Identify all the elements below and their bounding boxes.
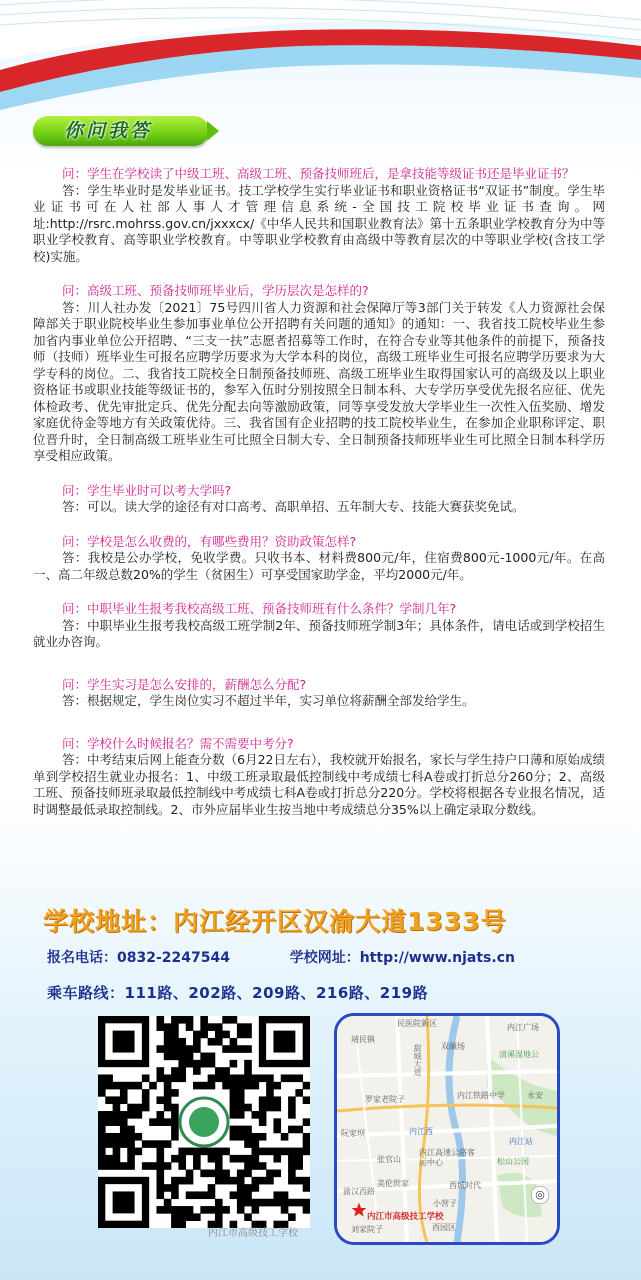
faq-section-badge xyxy=(33,116,209,146)
phone-label: 报名电话： xyxy=(47,950,117,966)
website-label: 学校网址： xyxy=(289,950,360,966)
faq-question: 问：中职毕业生报考我校高级工班、预备技师班有什么条件？学制几年? xyxy=(62,601,457,616)
map-label: 刘家院子 xyxy=(351,1225,383,1234)
map-label: 渝汉西路 xyxy=(343,1187,375,1196)
contact-row xyxy=(47,947,617,967)
qr-watermark: 内江市高级技工学校 xyxy=(208,1228,298,1239)
star-marker-icon xyxy=(351,1202,367,1218)
faq-answer: 答：可以。读大学的途径有对口高考、高职单招、五年制大专、技能大赛获奖免试。 xyxy=(62,499,525,514)
map-label: 清溪湿地公 xyxy=(499,1050,539,1059)
faq-question: 问：学生毕业时可以考大学吗? xyxy=(62,482,232,498)
faq-item xyxy=(33,483,605,516)
faq-answer: 答：我校是公办学校，免收学费。只收书本、材料费800元/年，住宿费800元-1000元/年。在高一、高二年级总数20%的学生（贫困生）可享受国家助学金，平均2000元/年。 xyxy=(33,550,605,582)
bus-label: 乘车路线： xyxy=(47,984,125,1002)
faq-question: 问：学校是怎么收费的，有哪些费用？资助政策怎样? xyxy=(62,533,357,549)
faq-item xyxy=(33,736,605,819)
faq-item xyxy=(33,534,605,584)
map-label: 小营子 xyxy=(433,1199,457,1208)
bus-route-row xyxy=(47,982,428,1003)
faq-answer: 答：根据规定，学生岗位实习不超过半年，实习单位将薪酬全部发给学生。 xyxy=(62,693,475,708)
map-label: 内江高速公路客运中心 xyxy=(419,1148,475,1167)
map-label: 内江站 xyxy=(509,1137,533,1146)
bus-routes: 111路、202路、209路、216路、219路 xyxy=(124,984,429,1002)
faq-item xyxy=(33,283,605,465)
map-label: 美伦世家 xyxy=(377,1179,409,1188)
map-label: 罗家老院子 xyxy=(365,1095,405,1104)
faq-list xyxy=(33,166,605,830)
school-address: 学校地址：内江经开区汉渝大道1333号 xyxy=(43,907,507,936)
map-label: 西园区 xyxy=(432,1223,456,1232)
faq-item xyxy=(33,677,605,710)
map-label: 内江铁路中学 xyxy=(457,1091,505,1100)
school-map-marker-label: 内江市高级技工学校 xyxy=(367,1212,444,1222)
map-label: 双頔场 xyxy=(441,1042,465,1051)
map-label: 民医院新区 xyxy=(397,1019,437,1028)
faq-item xyxy=(33,166,605,265)
locate-icon[interactable]: ◎ xyxy=(531,1186,549,1204)
map-label: 松山公园 xyxy=(497,1157,529,1166)
faq-answer: 答：学生毕业时是发毕业证书。技工学校学生实行毕业证书和职业资格证书“双证书”制度。学生毕业证书可在人社部人事人才管理信息系统-全国技工院校毕业证书查询。网址:http://rsrc.mohrss.gov.cn/jxxxcx/《中华人民共和国职业教育法》第十五条职业学校教育分为中等职业学校教育、高等职业学校教育。中等职业学校教育由高级中等教育层次的中等职业学校(含技工学校)实施。 xyxy=(33,182,605,264)
faq-answer: 答：中职毕业生报考我校高级工班学制2年、预备技师班学制3年；具体条件，请电话或到学校招生就业办咨询。 xyxy=(33,617,605,649)
faq-question: 问：高级工班、预备技师班毕业后，学历层次是怎样的? xyxy=(62,283,369,298)
map-label: 甜城大道 xyxy=(413,1044,422,1076)
map-label: 阮家坝 xyxy=(341,1129,365,1138)
faq-answer: 答：中考结束后网上能查分数（6月22日左右），我校就开始报名，家长与学生持户口薄和原始成绩单到学校招生就业办报名：1、中级工班录取最低控制线中考成绩七科A卷或打折总分260分；2、高级工班、预备技师班录取最低控制线中考成绩七科A卷或打折总分220分。学校将根据各专业报名情况，适时调整最低录取控制线。2、市外应届毕业生按当地中考成绩总分35%以上确定录取分数线。 xyxy=(33,752,605,817)
faq-item xyxy=(33,601,605,651)
header-swoosh-decoration xyxy=(0,0,641,120)
qr-code[interactable] xyxy=(98,1016,310,1228)
map-label: 靖民镇 xyxy=(351,1035,375,1044)
website-link[interactable]: http://www.njats.cn xyxy=(359,950,515,966)
map-label: 永安 xyxy=(527,1091,543,1100)
map-label: 内江西 xyxy=(409,1127,433,1136)
faq-question: 问：学生在学校读了中级工班、高级工班、预备技师班后，是拿技能等级证书还是毕业证书？ xyxy=(62,166,575,181)
faq-question: 问：学生实习是怎么安排的，薪酬怎么分配? xyxy=(62,676,307,692)
badge-arrow-tip xyxy=(207,121,219,141)
faq-answer: 答：川人社办发〔2021〕75号四川省人力资源和社会保障厅等3部门关于转发《人力资源社会保障部关于职业院校毕业生参加事业单位公开招聘有关问题的通知》的通知：一、我省技工院校毕业生参加省内事业单位公开招聘、“三支一扶”志愿者招募等工作时，在符合专业等其他条件的前提下，预备技师（技师）班毕业生可报名应聘学历要求为大学本科的岗位，高级工班毕业生可报名应聘学历要求为大学专科的岗位。二、我省技工院校全日制预备技师班、高级工班毕业生取得国家认可的高级及以上职业资格证书或职业技能等级证书的，参军入伍时分别按照全日制本科、大专学历享受优先报名应征、优先体检政考、优先审批定兵、优先分配去向等激励政策，同等享受发放大学毕业生一次性入伍奖励、增发家庭优待金等地方有关政策优待。三、我省国有企业招聘的技工院校毕业生，在参加企业职称评定、职位晋升时，全日制高级工班毕业生可比照全日制大专、全日制预备技师班毕业生可比照全日制本科学历享受相应政策。 xyxy=(33,299,605,463)
faq-question: 问：学校什么时候报名？需不需要中考分? xyxy=(62,735,294,751)
map-label: 西城时代 xyxy=(449,1181,481,1190)
map-label: 张官山 xyxy=(377,1155,401,1164)
phone-number[interactable]: 0832-2247544 xyxy=(117,950,230,966)
faq-section-title: 你问我答 xyxy=(63,120,152,142)
qr-code-pattern xyxy=(98,1016,310,1228)
location-map[interactable] xyxy=(334,1013,560,1245)
map-label: 内江广场 xyxy=(507,1023,539,1032)
